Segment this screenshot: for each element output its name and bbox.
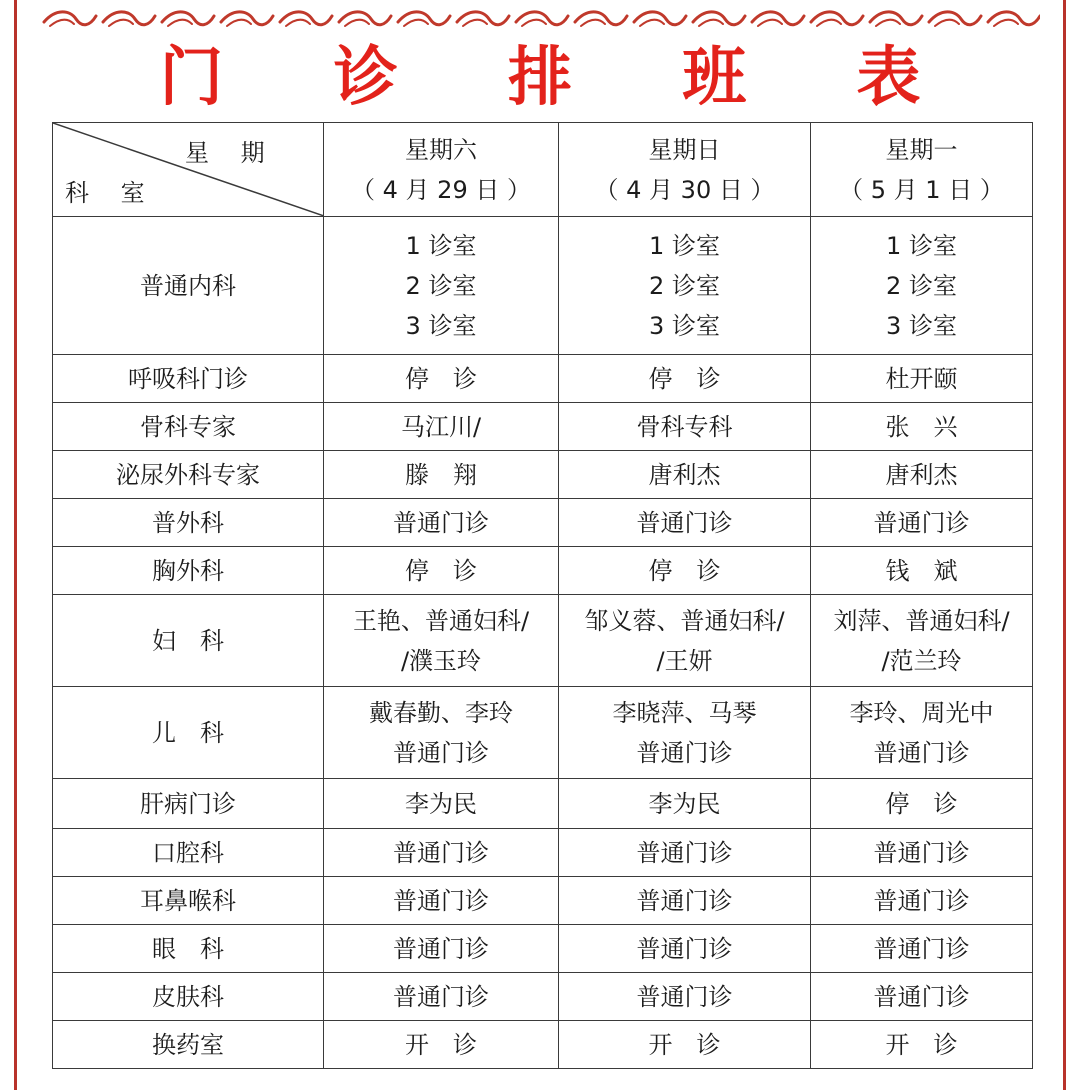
ribbon-swirl xyxy=(693,12,745,26)
schedule-cell xyxy=(559,779,811,829)
schedule-cell xyxy=(324,355,559,403)
schedule-cell xyxy=(324,829,559,877)
department-cell: 胸外科 xyxy=(53,547,324,595)
schedule-cell xyxy=(811,1021,1033,1069)
table-row xyxy=(53,403,1033,451)
schedule-cell xyxy=(559,973,811,1021)
schedule-cell xyxy=(559,499,811,547)
schedule-cell xyxy=(559,595,811,687)
header-row xyxy=(53,123,1033,217)
day-header xyxy=(811,123,1033,217)
schedule-cell xyxy=(559,925,811,973)
ribbon-swirl xyxy=(634,12,686,26)
schedule-cell xyxy=(811,217,1033,355)
ribbon-swirl xyxy=(988,12,1040,26)
ribbon-swirl xyxy=(162,12,214,26)
department-cell: 口腔科 xyxy=(53,829,324,877)
cell-line: 1 诊室 xyxy=(649,231,720,260)
ribbon-swirl xyxy=(221,12,273,26)
ribbon-swirl xyxy=(280,12,332,26)
left-border xyxy=(14,0,17,1090)
department-cell: 皮肤科 xyxy=(53,973,324,1021)
ribbon-swirl xyxy=(398,12,450,26)
cell-line: 唐利杰 xyxy=(648,460,721,489)
schedule-cell xyxy=(559,687,811,779)
schedule-cell xyxy=(811,499,1033,547)
day-name: 星期六 xyxy=(405,135,477,164)
cell-line: 1 诊室 xyxy=(405,231,477,260)
cell-line: 开 诊 xyxy=(885,1030,958,1059)
ribbon-swirl xyxy=(103,12,155,26)
cell-line: 停 诊 xyxy=(885,789,958,818)
ribbon-swirl xyxy=(457,12,509,26)
schedule-cell xyxy=(811,595,1033,687)
table-row xyxy=(53,595,1033,687)
schedule-cell xyxy=(559,403,811,451)
schedule-cell xyxy=(811,687,1033,779)
cell-line: 普通门诊 xyxy=(873,982,970,1011)
day-name: 星期一 xyxy=(885,135,958,164)
department-cell: 普通内科 xyxy=(53,217,324,355)
cell-line: 停 诊 xyxy=(405,556,477,585)
cell-line: 李玲、周光中 xyxy=(849,698,994,727)
cell-line: 刘萍、普通妇科/ xyxy=(833,606,1010,635)
page-title: 门 诊 排 班 表 xyxy=(159,41,965,115)
schedule-cell xyxy=(811,451,1033,499)
table-row xyxy=(53,687,1033,779)
cell-line: 2 诊室 xyxy=(649,271,720,300)
schedule-cell xyxy=(324,217,559,355)
schedule-cell xyxy=(559,1021,811,1069)
cell-line: 普通门诊 xyxy=(636,508,733,537)
day-date: （ 4 月 29 日 ） xyxy=(351,175,531,204)
cell-line: 普通门诊 xyxy=(636,982,733,1011)
schedule-cell xyxy=(811,403,1033,451)
cell-line: /濮玉玲 xyxy=(400,646,482,675)
cell-line: 骨科专科 xyxy=(636,412,733,441)
day-header xyxy=(324,123,559,217)
cell-line: 李晓萍、马琴 xyxy=(612,698,757,727)
ribbon-swirl xyxy=(339,12,391,26)
cell-line: 1 诊室 xyxy=(886,231,957,260)
schedule-cell xyxy=(324,595,559,687)
schedule-cell xyxy=(324,403,559,451)
schedule-cell xyxy=(324,877,559,925)
schedule-table xyxy=(52,122,1033,1069)
ribbon-swirl xyxy=(929,12,981,26)
department-cell: 泌尿外科专家 xyxy=(53,451,324,499)
cell-line: 普通门诊 xyxy=(393,982,489,1011)
schedule-cell xyxy=(811,779,1033,829)
schedule-cell xyxy=(811,973,1033,1021)
table-row xyxy=(53,779,1033,829)
schedule-cell xyxy=(811,829,1033,877)
right-border xyxy=(1063,0,1066,1090)
schedule-cell xyxy=(324,499,559,547)
cell-line: 邹义蓉、普通妇科/ xyxy=(584,606,785,635)
schedule-cell xyxy=(324,925,559,973)
cell-line: 杜开颐 xyxy=(885,364,958,393)
cell-line: 3 诊室 xyxy=(405,311,477,340)
department-cell: 普外科 xyxy=(53,499,324,547)
day-header xyxy=(559,123,811,217)
schedule-cell xyxy=(811,925,1033,973)
cell-line: 3 诊室 xyxy=(886,311,957,340)
schedule-cell xyxy=(811,547,1033,595)
cell-line: 普通门诊 xyxy=(393,934,489,963)
cell-line: 李为民 xyxy=(405,789,477,818)
cell-line: /范兰玲 xyxy=(881,646,962,675)
schedule-cell xyxy=(324,1021,559,1069)
cell-line: 2 诊室 xyxy=(886,271,957,300)
cell-line: 滕 翔 xyxy=(405,460,477,489)
corner-weekday-label: 星 期 xyxy=(185,139,277,167)
corner-department-label: 科 室 xyxy=(65,179,157,207)
cell-line: 停 诊 xyxy=(648,364,721,393)
schedule-cell xyxy=(559,547,811,595)
day-date: （ 5 月 1 日 ） xyxy=(839,175,1004,204)
department-cell: 换药室 xyxy=(53,1021,324,1069)
cell-line: 王艳、普通妇科/ xyxy=(352,606,530,635)
department-cell: 耳鼻喉科 xyxy=(53,877,324,925)
cell-line: 开 诊 xyxy=(648,1030,721,1059)
ribbon-swirl xyxy=(752,12,804,26)
cell-line: 普通门诊 xyxy=(393,838,489,867)
schedule-cell xyxy=(324,973,559,1021)
ribbon-swirl xyxy=(516,12,568,26)
cell-line: 李为民 xyxy=(648,789,721,818)
cell-line: 普通门诊 xyxy=(873,738,970,767)
cell-line: 3 诊室 xyxy=(649,311,720,340)
cell-line: 张 兴 xyxy=(885,412,958,441)
cell-line: 普通门诊 xyxy=(393,508,489,537)
schedule-cell xyxy=(559,355,811,403)
table-row xyxy=(53,499,1033,547)
cell-line: 普通门诊 xyxy=(393,886,489,915)
day-name: 星期日 xyxy=(648,135,721,164)
cell-line: 2 诊室 xyxy=(405,271,477,300)
corner-cell xyxy=(53,123,324,217)
cell-line: 普通门诊 xyxy=(636,838,733,867)
schedule-cell xyxy=(324,687,559,779)
cell-line: 普通门诊 xyxy=(873,838,970,867)
cell-line: 普通门诊 xyxy=(636,886,733,915)
table-row xyxy=(53,355,1033,403)
table-row xyxy=(53,973,1033,1021)
cell-line: 普通门诊 xyxy=(873,886,970,915)
cell-line: 唐利杰 xyxy=(885,460,958,489)
schedule-cell xyxy=(811,355,1033,403)
department-cell: 儿 科 xyxy=(53,687,324,779)
cell-line: 普通门诊 xyxy=(873,508,970,537)
ribbon-swirl xyxy=(811,12,863,26)
schedule-cell xyxy=(324,451,559,499)
cell-line: 普通门诊 xyxy=(393,738,489,767)
schedule-cell xyxy=(559,829,811,877)
cell-line: /王妍 xyxy=(656,646,713,675)
cell-line: 开 诊 xyxy=(405,1030,477,1059)
schedule-cell xyxy=(559,451,811,499)
table-row xyxy=(53,451,1033,499)
cell-line: 马江川/ xyxy=(400,412,482,441)
cell-line: 普通门诊 xyxy=(636,738,733,767)
department-cell: 妇 科 xyxy=(53,595,324,687)
department-cell: 眼 科 xyxy=(53,925,324,973)
day-date: （ 4 月 30 日 ） xyxy=(594,175,775,204)
ribbon-swirl xyxy=(870,12,922,26)
schedule-cell xyxy=(324,779,559,829)
cell-line: 停 诊 xyxy=(648,556,721,585)
table-row xyxy=(53,829,1033,877)
cell-line: 停 诊 xyxy=(405,364,477,393)
table-row xyxy=(53,925,1033,973)
ribbon-swirl xyxy=(44,12,96,26)
table-row xyxy=(53,1021,1033,1069)
schedule-cell xyxy=(811,877,1033,925)
department-cell: 呼吸科门诊 xyxy=(53,355,324,403)
schedule-cell xyxy=(559,877,811,925)
cell-line: 戴春勤、李玲 xyxy=(369,698,513,727)
table-row xyxy=(53,547,1033,595)
decorative-ribbon xyxy=(40,6,1040,32)
cell-line: 普通门诊 xyxy=(873,934,970,963)
table-row xyxy=(53,877,1033,925)
ribbon-swirl xyxy=(575,12,627,26)
cell-line: 钱 斌 xyxy=(885,556,958,585)
department-cell: 骨科专家 xyxy=(53,403,324,451)
table-row xyxy=(53,217,1033,355)
schedule-body xyxy=(53,217,1033,1069)
cell-line: 普通门诊 xyxy=(636,934,733,963)
schedule-cell xyxy=(559,217,811,355)
department-cell: 肝病门诊 xyxy=(53,779,324,829)
schedule-cell xyxy=(324,547,559,595)
